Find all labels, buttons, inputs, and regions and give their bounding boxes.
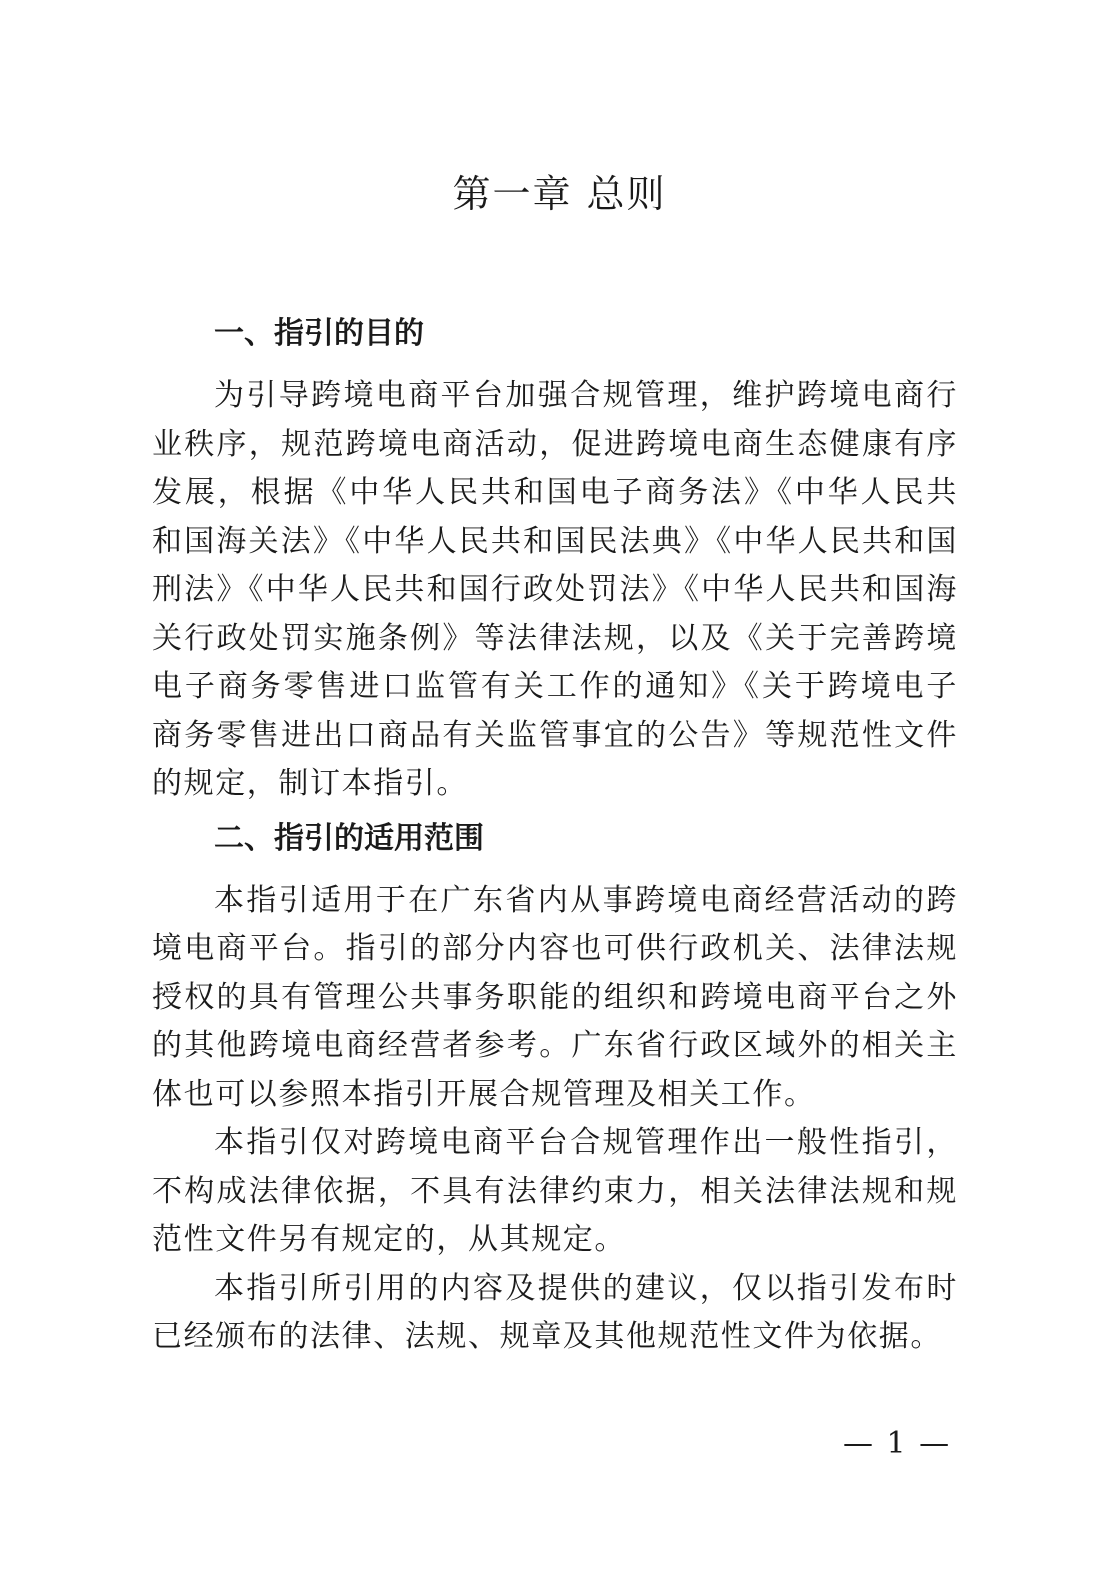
chapter-title: 第一章 总则: [452, 172, 667, 216]
paragraph-scope-2: 本指引仅对跨境电商平台合规管理作出一般性指引，不构成法律依据，不具有法律约束力，相关法律法规和规范性文件另有规定的，从其规定。: [152, 1125, 958, 1257]
section-heading-scope: 二、指引的适用范围: [214, 820, 484, 856]
paragraph-scope-1: 本指引适用于在广东省内从事跨境电商经营活动的跨境电商平台。指引的部分内容也可供行政机关、法律法规授权的具有管理公共事务职能的组织和跨境电商平台之外的其他跨境电商经营者参考。广东省行政区域外的相关主体也可以参照本指引开展合规管理及相关工作。: [152, 882, 958, 1112]
page-number: — 1 —: [843, 1426, 952, 1461]
section-heading-purpose: 一、指引的目的: [214, 316, 424, 351]
document-body: [152, 310, 958, 1362]
paragraph-purpose: 为引导跨境电商平台加强合规管理，维护跨境电商行业秩序，规范跨境电商活动，促进跨境电商生态健康有序发展，根据《中华人民共和国电子商务法》《中华人民共和国海关法》《中华人民共和国民法典》《中华人民共和国刑法》《中华人民共和国行政处罚法》《中华人民共和国海关行政处罚实施条例》等法律法规，以及《关于完善跨境电子商务零售进口监管有关工作的通知》《关于跨境电子商务零售进出口商品有关监管事宜的公告》等规范性文件的规定，制订本指引。: [152, 378, 958, 801]
paragraph-scope-3: 本指引所引用的内容及提供的建议，仅以指引发布时已经颁布的法律、法规、规章及其他规范性文件为依据。: [152, 1270, 958, 1354]
